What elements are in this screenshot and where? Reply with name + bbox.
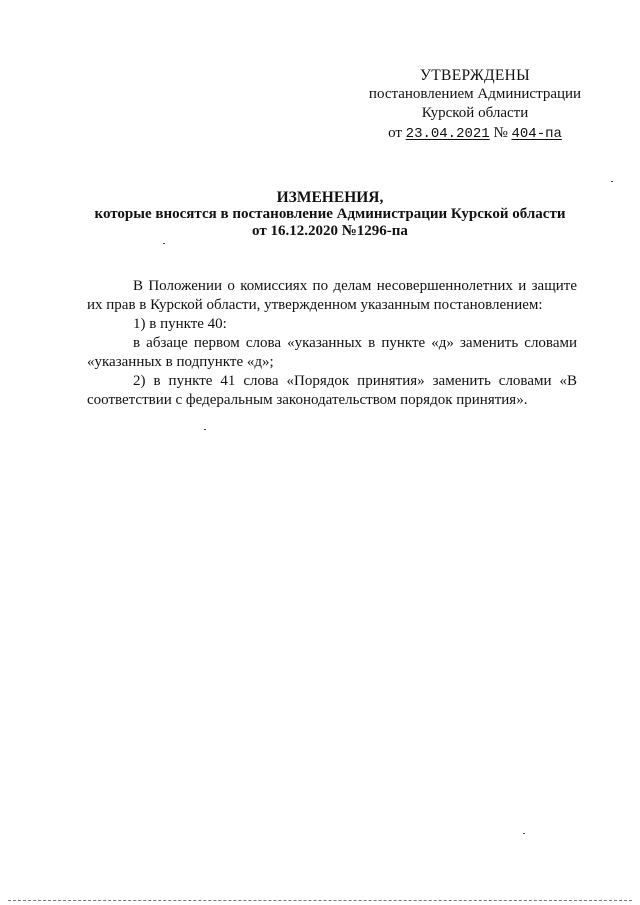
paragraph-item-1-text: в абзаце первом слова «указанных в пункте «д» заменить словами «указанных в подпункте «д»; [87,335,577,370]
date-prefix: от [388,125,402,141]
approval-dateline [330,124,620,144]
title-line1: которые вносятся в постановление Администрации Курской области [94,206,566,222]
approval-date: 23.04.2021 [405,126,490,142]
approval-number: 404-па [511,126,562,142]
scan-speck [163,243,165,244]
document-body [87,277,577,410]
title-line2: от 16.12.2020 №1296-па [252,223,408,239]
paragraph-intro: В Положении о комиссиях по делам несовершеннолетних и защите их прав в Курской области, утвержденном указанным постановлением: [87,278,577,313]
paragraph-item-1: 1) в пункте 40: [133,316,227,332]
approval-issuer-line1: постановлением Администрации [368,86,582,102]
approval-stamp [330,66,620,144]
title-main: ИЗМЕНЕНИЯ, [276,189,384,206]
scan-edge-line [8,900,632,902]
scan-speck [523,833,525,834]
approval-heading: УТВЕРЖДЕНЫ [420,67,530,84]
approval-issuer-line2: Курской области [421,105,529,121]
scan-speck [611,181,613,182]
scan-speck [204,429,206,430]
number-sign: № [493,125,508,141]
document-title [60,189,600,240]
paragraph-item-2: 2) в пункте 41 слова «Порядок принятия» заменить словами «В соответствии с федеральным законодательством порядок принятия». [87,373,577,408]
